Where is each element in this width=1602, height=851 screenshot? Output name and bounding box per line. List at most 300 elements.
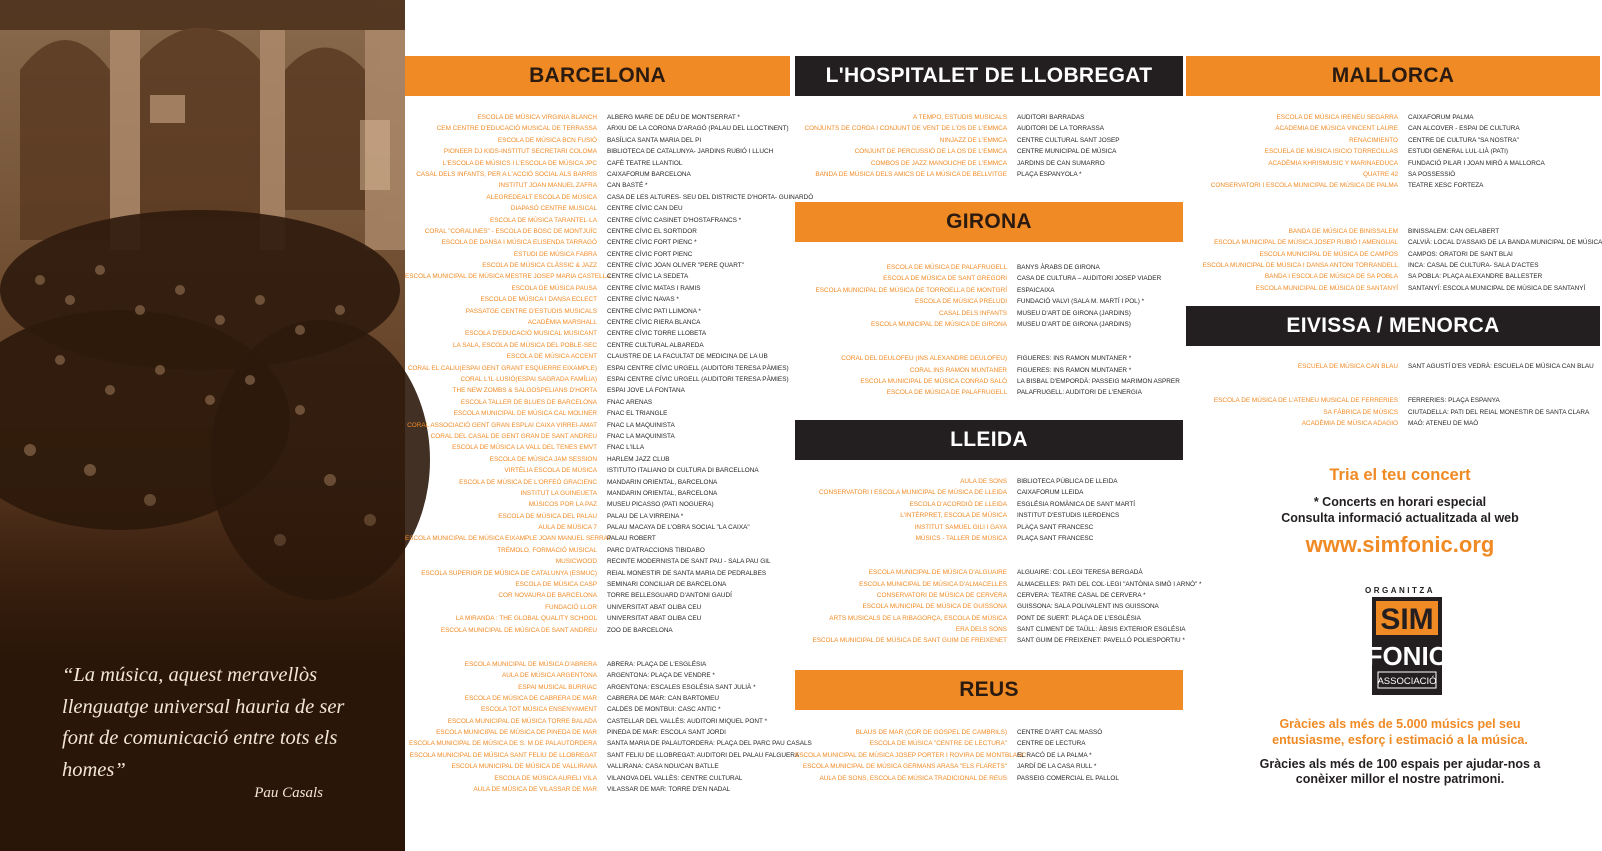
venue-name: SANT AGUSTÍ D'ES VEDRÀ: ESCUELA DE MÚSICA CAN BLAU: [1408, 363, 1594, 370]
list-row: [1186, 215, 1600, 226]
school-name: ESPAI MUSICAL BURRIAC: [518, 683, 597, 691]
thanks-musicians-line2: entusiasme, esforç i estimació a la música.: [1272, 733, 1528, 747]
venue-name: CAN ALCOVER - ESPAI DE CULTURA: [1408, 125, 1520, 133]
venue-name: ALMACELLES: PATI DEL COL·LEGI "ANTÒNIA SIMÓ I ARNÓ" *: [1017, 580, 1202, 588]
list-row: [405, 328, 790, 339]
list-row: [795, 319, 1183, 330]
venue-name: RECINTE MODERNISTA DE SANT PAU - SALA PAU GIL: [607, 558, 771, 566]
list-row: [795, 510, 1183, 521]
list-row: [1186, 112, 1600, 123]
organitza-label: ORGANITZA: [1364, 586, 1436, 595]
list-row: [405, 180, 790, 191]
venue-name: FNAC LA MAQUINISTA: [607, 421, 675, 429]
venue-name: ALBERG MARE DE DÉU DE MONTSERRAT *: [607, 114, 740, 121]
school-name: QUATRE 42: [1362, 170, 1398, 178]
venue-name: ESPAICAIXA: [1017, 286, 1055, 294]
list-row: [405, 499, 790, 510]
school-name: ACADÈMIA MARSHALL: [527, 319, 597, 327]
venue-name: CENTRE D'ART CAL MASSÓ: [1017, 729, 1103, 736]
venue-name: CENTRE CÍVIC CAN DEU: [607, 205, 683, 213]
venue-name: CENTRE CÍVIC JOAN OLIVER "PERE QUART": [607, 262, 744, 270]
venue-name: ARXIU DE LA CORONA D'ARAGÓ (PALAU DEL LLOCTINENT): [607, 125, 789, 133]
list-row: [405, 431, 790, 442]
school-name: TRÉMOLO, FORMACIÓ MUSICAL: [497, 546, 597, 554]
school-name: CEM CENTRE D'EDUCACIÓ MUSICAL DE TERRASSA: [436, 125, 597, 133]
venue-name: TORRE BELLESGUARD D'ANTONI GAUDÍ: [607, 592, 732, 600]
list-row: [405, 408, 790, 419]
list-row: [405, 192, 814, 203]
venue-name: BIBLIOTECA DE CATALUNYA- JARDINS RUBIÓ I LLUCH: [607, 148, 774, 156]
school-name: ESCOLA MUNICIPAL DE MÚSICA D'ABRERA: [464, 660, 597, 668]
venue-name: CENTRE CÍVIC FORT PIENC: [607, 250, 693, 258]
list-row: [405, 704, 790, 715]
list-row: [795, 353, 1183, 364]
list-row: [1186, 249, 1600, 260]
school-name: ESCOLA MUNICIPAL DE MÚSICA DE PINEDA DE MAR: [436, 729, 597, 737]
school-name: ESCOLA DE MÚSICA VIRGINIA BLANCH: [477, 114, 597, 121]
venue-name: CENTRE CÍVIC TORRE LLOBETA: [607, 330, 707, 338]
venue-name: CENTRE CÍVIC EL SORTIDOR: [607, 227, 697, 235]
venue-name: ALGUAIRE: COL·LEGI TERESA BERGADÀ: [1017, 569, 1143, 577]
list-row: [1186, 203, 1600, 214]
list-mallorca: [1186, 112, 1600, 294]
school-name: ESTUDI DE MÚSICA FABRA: [513, 250, 597, 258]
list-row: [405, 203, 790, 214]
school-name: ESCOLA D'EDUCACIÓ MUSICAL MUSICANT: [464, 330, 597, 338]
school-name: ALEGREDEALT ESCOLA DE MÚSICA: [486, 193, 597, 201]
list-row: [405, 613, 790, 624]
venue-name: VILANOVA DEL VALLÈS: CENTRE CULTURAL: [607, 774, 743, 782]
list-row: [405, 283, 790, 294]
list-row: [405, 146, 790, 157]
venue-name: PLAÇA SANT FRANCESC: [1017, 534, 1094, 542]
list-row: [795, 285, 1183, 296]
thanks-musicians: [1206, 716, 1594, 748]
school-name: L'INTÈRPRET, ESCOLA DE MÚSICA: [900, 512, 1007, 520]
list-row: [795, 761, 1183, 772]
venue-name: MUSEU D'ART DE GIRONA (JARDINS): [1017, 309, 1131, 317]
school-name: CASAL DELS INFANTS: [939, 309, 1007, 317]
school-name: ESCOLA DE MÚSICA JAM SESSION: [489, 455, 597, 463]
school-name: CASAL DELS INFANTS, PER A L'ACCIÓ SOCIAL ALS BARRIS: [416, 170, 597, 178]
school-name: ESCOLA MUNICIPAL DE MÚSICA MESTRE JOSEP MARIA CASTELLA: [405, 273, 611, 281]
school-name: ESCOLA MUNICIPAL DE MÚSICA DE CAMPOS: [1259, 250, 1398, 258]
school-name: INSTITUT LA GUINEUETA: [520, 489, 597, 497]
school-name: VIRTÈLIA ESCOLA DE MÚSICA: [504, 467, 597, 475]
list-row: [1186, 418, 1600, 429]
list-row: [405, 784, 790, 795]
school-name: ESCUELA DE MÚSICA ISICIO TORRECILLAS: [1264, 148, 1398, 156]
list-hospitalet: [795, 112, 1183, 180]
list-row: [405, 135, 790, 146]
venue-name: SANTANYÍ: ESCOLA MUNICIPAL DE MÚSICA DE SANTANYÍ: [1408, 284, 1586, 292]
school-name: LA SALA, ESCOLA DE MÚSICA DEL POBLE-SEC: [453, 341, 597, 349]
list-row: [405, 306, 790, 317]
list-row: [795, 750, 1183, 761]
list-row: [405, 670, 790, 681]
venue-name: CENTRE CÍVIC RIERA BLANCA: [607, 319, 701, 327]
list-row: [795, 544, 1183, 555]
venue-name: CASTELLAR DEL VALLÈS: AUDITORI MIQUEL PONT *: [607, 717, 768, 725]
school-name: ESCOLA MUNICIPAL DE MÚSICA D'ALGUAIRE: [868, 569, 1007, 577]
list-lleida: [795, 476, 1202, 647]
list-row: [405, 123, 790, 134]
school-name: PASSATGE CENTRE D'ESTUDIS MUSICALS: [465, 307, 597, 315]
school-name: RENACIMIENTO: [1349, 136, 1398, 144]
venue-name: CIUTADELLA: PATI DEL REIAL MONESTIR DE SANTA CLARA: [1408, 408, 1590, 416]
school-name: ESCOLA DE MÚSICA DE PALAFRUGELL: [886, 389, 1007, 397]
list-row: [405, 169, 790, 180]
list-row: [795, 613, 1183, 624]
school-name: ESCOLA DE MÚSICA CLÀSSIC & JAZZ: [482, 262, 597, 270]
school-name: ESCOLA DE MÚSICA AURELI VILA: [494, 774, 597, 782]
list-row: [405, 215, 790, 226]
venue-name: MANDARIN ORIENTAL, BARCELONA: [607, 478, 718, 486]
school-name: ESCOLA MUNICIPAL DE MÚSICA DE GUISSONA: [862, 603, 1007, 611]
venue-name: BIBLIOTECA PÚBLICA DE LLEIDA: [1017, 478, 1118, 485]
venue-name: SANT GUIM DE FREIXENET: PAVELLÓ POLIESPORTIU *: [1017, 637, 1185, 645]
list-row: [795, 112, 1183, 123]
list-row: [1186, 260, 1600, 271]
school-name: ESCOLA TOT MÚSICA ENSENYAMENT: [480, 706, 597, 714]
school-name: ACADEMIA DE MÚSICA VINCENT LAURE: [1275, 125, 1398, 133]
school-name: BANDA DE MÚSICA DE BINISSALEM: [1288, 227, 1398, 235]
venue-name: PLAÇA SANT FRANCESC: [1017, 523, 1094, 531]
list-row: [795, 601, 1183, 612]
venue-name: ABRERA: PLAÇA DE L'ESGLÉSIA: [607, 660, 707, 668]
venue-name: CENTRE CULTURAL ALBAREDA: [607, 341, 704, 349]
list-row: [795, 342, 1183, 353]
list-row: [795, 487, 1183, 498]
school-name: THE NEW ZOMBS & SALGOSPELIANS D'HORTA: [452, 387, 597, 395]
list-row: [795, 123, 1183, 134]
venue-name: CABRERA DE MAR: CAN BARTOMEU: [607, 694, 719, 702]
school-name: CONSERVATORI I ESCOLA MUNICIPAL DE MÚSICA DE PALMA: [1210, 182, 1398, 190]
venue-name: CENTRE CÍVIC PATI LLIMONA *: [607, 307, 701, 315]
venue-name: SANT FELIU DE LLOBREGAT: AUDITORI DEL PALAU FALGUERA: [607, 751, 800, 759]
list-row: [795, 624, 1186, 635]
school-name: SA FÀBRICA DE MÚSICS: [1323, 408, 1398, 416]
venue-name: ARGENTONA: ESCALES ESGLÉSIA SANT JULIÀ *: [607, 683, 756, 691]
venue-name: LA BISBAL D'EMPORDÀ: PASSEIG MARIMON ASPRER: [1017, 377, 1180, 385]
list-row: [1186, 192, 1600, 203]
venue-name: FIGUERES: INS RAMON MUNTANER *: [1017, 366, 1132, 374]
venue-name: ESGLÉSIA ROMÀNICA DE SANT MARTÍ: [1017, 500, 1136, 508]
list-row: [405, 636, 790, 647]
header-mallorca: MALLORCA: [1186, 56, 1600, 96]
list-row: [405, 522, 790, 533]
list-row: [795, 376, 1183, 387]
venue-name: PASSEIG COMERCIAL EL PALLOL: [1017, 774, 1119, 782]
list-row: [405, 249, 790, 260]
venue-name: ESPAI CENTRE CÍVIC URGELL (AUDITORI TERESA PÀMIES): [607, 375, 789, 383]
school-name: ESCOLA DE MÚSICA DEL PALAU: [498, 512, 597, 520]
school-name: ESCOLA DE MÚSICA CASP: [515, 581, 597, 589]
header-eivissa-menorca: EIVISSA / MENORCA: [1186, 306, 1600, 346]
school-name: CORAL INS RAMON MUNTANER: [909, 366, 1007, 374]
list-row: [795, 499, 1183, 510]
school-name: COR NOVAURA DE BARCELONA: [498, 592, 597, 600]
venue-name: UNIVERSITAT ABAT OLIBA CEU: [607, 603, 702, 611]
list-row: [405, 750, 800, 761]
tria-title: Tria el teu concert: [1329, 466, 1471, 484]
venue-name: FNAC ARENAS: [607, 398, 653, 406]
school-name: ESCOLA MUNICIPAL DE MÚSICA DE SANTANYÍ: [1255, 284, 1398, 292]
venue-name: CENTRE DE LECTURA: [1017, 740, 1086, 748]
school-name: CONJUNT DE PERCUSSIÓ DE LA OS DE L'EMMCA: [854, 148, 1007, 156]
venue-name: CENTRE CÍVIC FORT PIENC *: [607, 239, 697, 247]
school-name: ESCOLA SUPERIOR DE MÚSICA DE CATALUNYA (ESMUC): [421, 569, 597, 577]
school-name: ESCOLA DE MÚSICA BCN FUSIÓ: [497, 136, 597, 144]
school-name: ESCOLA MUNICIPAL DE MÚSICA JOSEP RUBIÓ I AMENGUAL: [1214, 239, 1398, 247]
list-row: [795, 476, 1183, 487]
school-name: ESCOLA MUNICIPAL DE MÚSICA CONRAD SALÓ: [860, 377, 1007, 385]
venue-name: AUDITORI DE LA TORRASSA: [1017, 125, 1105, 133]
school-name: FUNDACIÓ LLOR: [545, 603, 597, 611]
school-name: BANDA I ESCOLA DE MÚSICA DE SA POBLA: [1264, 273, 1398, 281]
list-row: [795, 738, 1183, 749]
info-line-web: Consulta informació actualitzada al web: [1281, 511, 1519, 525]
school-name: ESCOLA DE MÚSICA DE PALAFRUGELL: [886, 264, 1007, 271]
school-name: CONSERVATORI DE MÚSICA DE CERVERA: [876, 591, 1007, 599]
list-row: [795, 365, 1183, 376]
school-name: ACADÈMIA KHRISMUSIC Y MARINAEDUCA: [1268, 159, 1398, 167]
school-name: ESCOLA DE MÚSICA DE L'ORFEÓ GRACIENC: [459, 478, 597, 486]
school-name: ESCOLA MUNICIPAL DE MÚSICA D'ALMACELLES: [859, 580, 1007, 588]
list-row: [405, 568, 790, 579]
venue-name: CENTRE CÍVIC MATAS I RAMIS: [607, 284, 701, 292]
venue-name: CALVIÀ: LOCAL D'ASSAIG DE LA BANDA MUNICIPAL DE MÚSICA: [1408, 239, 1602, 247]
list-row: [405, 590, 790, 601]
school-name: ESCOLA MUNICIPAL DE MÚSICA SANT FELIU DE LLOBREGAT: [409, 751, 597, 759]
venue-name: FNAC LA MAQUINISTA: [607, 432, 675, 440]
quote-text: “La música, aquest meravellòs llenguatge universal hauria de ser font de comunicació entre tots els homes”: [62, 664, 345, 781]
list-row: [405, 602, 790, 613]
list-reus: [795, 727, 1183, 784]
school-name: ERA DELS SONS: [955, 626, 1007, 634]
venue-name: VALLIRANA: CASA NOU/CAN BATLLE: [607, 763, 719, 771]
list-row: [405, 442, 790, 453]
list-row: [795, 773, 1183, 784]
list-row: [405, 237, 790, 248]
school-name: CORAL L'IL·LUSIÓ(ESPAI SAGRADA FAMÍLIA): [460, 375, 597, 383]
school-name: ESCOLA MUNICIPAL DE MÚSICA TORRE BALADA: [447, 717, 597, 725]
venue-name: AUDITORI BARRADAS: [1017, 114, 1085, 121]
venue-name: CASA DE CULTURA – AUDITORI JOSEP VIADER: [1017, 275, 1162, 283]
list-row: [405, 545, 790, 556]
list-row: [795, 135, 1183, 146]
list-row: [405, 693, 790, 704]
school-name: ESCOLA DE MÚSICA ACCENT: [506, 353, 597, 361]
venue-name: FNAC L'ILLA: [607, 444, 645, 452]
school-name: AULA DE SONS: [960, 478, 1007, 485]
list-row: [795, 727, 1183, 738]
list-row: [405, 647, 790, 658]
logo-associacio: ASSOCIACIÓ: [1377, 676, 1437, 687]
school-name: ESCOLA DE MÚSICA DE L'ATENEU MUSICAL DE FERRERIES: [1213, 397, 1398, 405]
school-name: ESCOLA MUNICIPAL DE MÚSICA DE GIRONA: [870, 320, 1007, 328]
school-name: ACADÈMIA DE MÚSICA ADAGIO: [1301, 419, 1398, 427]
list-eivissa-menorca: [1186, 361, 1600, 429]
venue-name: MANDARIN ORIENTAL, BARCELONA: [607, 489, 718, 497]
list-row: [795, 590, 1183, 601]
venue-name: PONT DE SUERT: PLAÇA DE L'ESGLÉSIA: [1017, 614, 1141, 622]
venue-name: PALAFRUGELL: AUDITORI DE L'ENERGIA: [1017, 389, 1142, 397]
list-row: [405, 112, 790, 123]
venue-name: REIAL MONESTIR DE SANTA MARIA DE PEDRALBES: [607, 569, 767, 577]
list-row: [405, 625, 790, 636]
venue-name: CENTRE CÍVIC LA SEDETA: [607, 273, 689, 281]
list-row: [405, 716, 790, 727]
thanks-venues: [1206, 757, 1594, 787]
venue-name: CENTRE CÍVIC CASINET D'HOSTAFRANCS *: [607, 216, 742, 224]
list-row: [405, 294, 790, 305]
venue-name: CLAUSTRE DE LA FACULTAT DE MEDICINA DE LA UB: [607, 353, 768, 361]
list-row: [405, 158, 790, 169]
list-row: [1186, 283, 1600, 294]
school-name: ESCOLA MUNICIPAL DE MÚSICA DE S. M DE PALAUTORDERA: [409, 740, 597, 748]
venue-name: ESPAI JOVE LA FONTANA: [607, 387, 685, 395]
list-row: [405, 738, 812, 749]
venue-name: SANT CLIMENT DE TAÜLL: ÀBSIS EXTERIOR ESGLÉSIA: [1017, 626, 1186, 634]
school-name: ESCOLA MUNICIPAL DE MÚSICA I DANSA ANTONI TORRANDELL: [1202, 262, 1398, 270]
venue-name: CENTRE DE CULTURA "SA NOSTRA": [1408, 136, 1519, 144]
thanks-musicians-line1: Gràcies als més de 5.000 músics pel seu: [1279, 717, 1521, 731]
list-row: [795, 567, 1183, 578]
list-row: [1186, 169, 1600, 180]
school-name: ARTS MUSICALS DE LA RIBAGORÇA, ESCOLA DE MÚSICA: [829, 614, 1007, 622]
list-row: [405, 454, 790, 465]
venue-name: MUSEU PICASSO (PATI NOGUERA): [607, 501, 714, 509]
list-row: [795, 387, 1183, 398]
school-name: ESCOLA D'ACORDIÓ DE LLEIDA: [909, 500, 1007, 508]
school-name: AULA DE MÚSICA DE VILASSAR DE MAR: [473, 786, 597, 794]
venue-name: UNIVERSITAT ABAT OLIBA CEU: [607, 615, 702, 623]
simfonic-logo: [1366, 597, 1448, 695]
school-name: ESCOLA MUNICIPAL DE MÚSICA GERMANS ARASA "ELS FLARETS": [802, 763, 1007, 771]
school-name: PIONEER DJ KIDS-INSTITUT SECRETARI COLOMA: [443, 148, 597, 156]
list-row: [1186, 384, 1600, 395]
website-link[interactable]: www.simfonic.org: [1305, 532, 1495, 557]
venue-name: CAIXAFORUM BARCELONA: [607, 170, 691, 178]
list-row: [405, 260, 790, 271]
school-name: ESCOLA TALLER DE BLUES DE BARCELONA: [460, 398, 597, 406]
school-name: ESCOLA DE MÚSICA I DANSA ECLECT: [480, 296, 597, 304]
school-name: INSTITUT SAMUEL GILI I GAYA: [914, 523, 1007, 531]
venue-name: FUNDACIÓ PILAR I JOAN MIRÓ A MALLORCA: [1408, 159, 1545, 167]
list-row: [405, 374, 790, 385]
venue-name: CENTRE CÍVIC NAVAS *: [607, 296, 679, 304]
header-hospitalet: L'HOSPITALET DE LLOBREGAT: [795, 56, 1183, 96]
school-name: L'ESCOLA DE MÚSICS I L'ESCOLA DE MÚSICA JPC: [442, 159, 597, 167]
header-barcelona: BARCELONA: [405, 56, 790, 96]
list-row: [795, 635, 1183, 646]
school-name: ESCOLA DE DANSA I MÚSICA ELISENDA TARRAGÓ: [441, 239, 597, 247]
venue-name: CAFÈ TEATRE LLANTIOL: [607, 159, 683, 167]
venue-name: PLAÇA ESPANYOLA *: [1017, 170, 1082, 178]
venue-name: PALAU MACAYA DE L'OBRA SOCIAL "LA CAIXA": [607, 524, 750, 532]
venue-name: BINISSALEM: CAN GELABERT: [1408, 227, 1500, 235]
venue-name: MUSEU D'ART DE GIRONA (JARDINS): [1017, 320, 1131, 328]
school-name: NINJAZZ DE L'EMMCA: [939, 136, 1007, 144]
thanks-venues-line2: conèixer millor el nostre patrimoni.: [1295, 772, 1505, 786]
list-row: [1186, 361, 1600, 372]
list-row: [405, 420, 790, 431]
school-name: CORAL EL CALIU(ESPAI GENT GRANT ESQUERRE EIXAMPLE): [407, 364, 597, 372]
school-name: A TEMPO, ESTUDIS MUSICALS: [913, 114, 1007, 121]
list-row: [1186, 237, 1600, 248]
school-name: ESCOLA MUNICIPAL DE MÚSICA JOSEP PORTER I ROVIRA DE MONTBLANC: [795, 751, 1027, 759]
venue-name: FUNDACIÓ VALVI (SALA M. MARTÍ I POL) *: [1017, 298, 1145, 306]
venue-name: SEMINARI CONCILIAR DE BARCELONA: [607, 581, 727, 589]
venue-name: INSTITUT D'ESTUDIS ILERDENCS: [1017, 512, 1120, 520]
school-name: LA MIRANDA : THE GLOBAL QUALITY SCHOOL: [455, 615, 597, 623]
list-row: [795, 158, 1183, 169]
school-name: MÚSICOS POR LA PAZ: [528, 501, 597, 509]
list-row: [405, 579, 790, 590]
list-row: [405, 397, 790, 408]
list-row: [1186, 123, 1600, 134]
list-row: [1186, 226, 1600, 237]
school-name: MÚSICS - TALLER DE MÚSICA: [915, 534, 1007, 542]
venue-name: PALAU ROBERT: [607, 535, 656, 543]
venue-name: JARDINS DE CAN SUMARRO: [1017, 159, 1105, 167]
venue-name: PINEDA DE MAR: ESCOLA SANT JORDI: [607, 729, 726, 737]
school-name: CONJUNTS DE CORDA I CONJUNT DE VENT DE L'OS DE L'EMMCA: [804, 125, 1007, 133]
list-row: [405, 317, 790, 328]
school-name: ESCOLA MUNICIPAL DE MÚSICA CAL MOLINER: [453, 410, 597, 418]
school-name: CORAL DEL CASAL DE GENT GRAN DE SANT ANDREU: [430, 432, 597, 440]
list-row: [405, 363, 790, 374]
list-row: [405, 351, 790, 362]
school-name: MUSICWOOD: [555, 558, 597, 566]
list-row: [795, 556, 1183, 567]
list-row: [405, 385, 790, 396]
list-row: [1186, 135, 1600, 146]
list-row: [1186, 146, 1600, 157]
list-row: [795, 330, 1183, 341]
list-row: [405, 511, 790, 522]
concert-photo-panel: [0, 0, 405, 851]
info-line-special: * Concerts en horari especial: [1313, 495, 1487, 509]
school-name: ESCOLA DE MÚSICA DE SANT GREGORI: [883, 275, 1007, 283]
school-name: AULA DE SONS, ESCOLA DE MÚSICA TRADICIONAL DE REUS: [819, 774, 1007, 782]
school-name: ESCOLA DE MÚSICA IRENEU SEGARRA: [1276, 114, 1398, 121]
logo-sim: SIM: [1380, 603, 1434, 636]
header-girona: GIRONA: [795, 202, 1183, 242]
list-row: [795, 146, 1183, 157]
thanks-venues-line1: Gràcies als més de 100 espais per ajudar-nos a: [1259, 757, 1541, 771]
venue-name: HARLEM JAZZ CLUB: [607, 455, 670, 463]
venue-name: ESPAI CENTRE CÍVIC URGELL (AUDITORI TERESA PÀMIES): [607, 364, 789, 372]
venue-name: EL RACÓ DE LA PALMA *: [1017, 751, 1092, 759]
school-name: ESCOLA DE MÚSICA PRELUDI: [915, 298, 1007, 306]
list-row: [1186, 158, 1600, 169]
venue-name: PARC D'ATRACCIONS TIBIDABO: [607, 546, 705, 554]
venue-name: ARGENTONA: PLAÇA DE VENDRE *: [607, 672, 715, 680]
list-row: [405, 340, 790, 351]
list-row: [405, 682, 790, 693]
header-lleida: LLEIDA: [795, 420, 1183, 460]
venue-name: TEATRE XESC FORTEZA: [1408, 182, 1484, 190]
list-row: [405, 533, 790, 544]
list-row: [405, 488, 790, 499]
list-row: [795, 579, 1202, 590]
list-row: [405, 477, 790, 488]
venue-name: CALDES DE MONTBUI: CASC ANTIC *: [607, 706, 721, 714]
quote-author: Pau Casals: [254, 785, 323, 801]
venue-name: INCA: CASAL DE CULTURA- SALA D'ACTES: [1408, 262, 1539, 270]
